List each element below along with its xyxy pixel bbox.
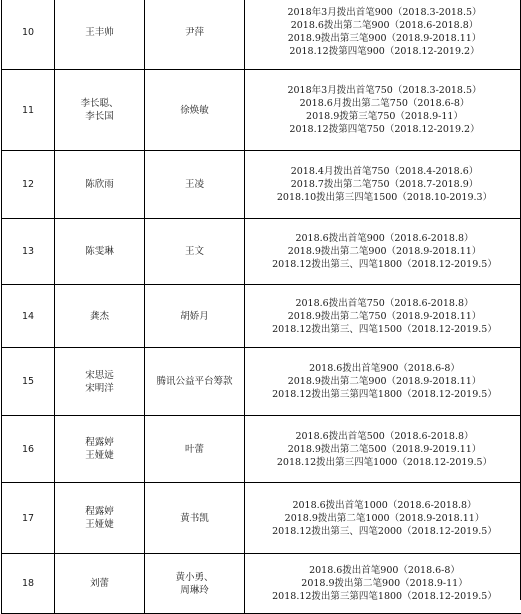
child-name-line: 宋明洋 — [55, 382, 144, 395]
donor-cell — [145, 483, 245, 554]
child-name-cell — [55, 348, 145, 416]
child-name-cell — [55, 285, 145, 348]
funding-record-cell — [245, 0, 521, 70]
donor-cell — [145, 285, 245, 348]
funding-record-line: 2018.9拨出第二笔900（2018.9-11） — [245, 577, 521, 590]
table-row — [2, 151, 521, 219]
donor-cell — [145, 0, 245, 70]
table-row — [2, 483, 521, 554]
donor-cell — [145, 151, 245, 219]
funding-record-line: 2018.9拨出第二笔1000（2018.9-2018.11） — [245, 512, 521, 525]
table-row — [2, 285, 521, 348]
funding-record-cell — [245, 70, 521, 151]
table-row — [2, 554, 521, 614]
child-name-cell — [55, 416, 145, 483]
child-name-line: 王娅婕 — [55, 518, 144, 531]
row-number-cell: 18 — [2, 554, 55, 614]
funding-record-line: 2018.12拨出第三四笔1000（2018.12-2019.5） — [245, 456, 521, 469]
funding-table — [1, 0, 521, 614]
row-number-cell: 11 — [2, 70, 55, 151]
funding-record-line: 2018.12拨出第三、四笔2000（2018.12-2019.5） — [245, 525, 521, 538]
donor-line: 黄小勇、 — [145, 571, 244, 584]
donor-line: 胡娇月 — [145, 310, 244, 323]
funding-record-cell — [245, 348, 521, 416]
funding-record-line: 2018.12拨出第三第四笔1800（2018.12-2019.5） — [245, 590, 521, 603]
funding-record-line: 2018年3月拨出首笔900（2018.3-2018.5） — [245, 6, 521, 19]
child-name-line: 陈欣雨 — [55, 178, 144, 191]
donor-line: 叶蕾 — [145, 443, 244, 456]
row-number-cell: 16 — [2, 416, 55, 483]
funding-record-line: 2018.4月拨出首笔750（2018.4-2018.6） — [245, 165, 521, 178]
funding-record-line: 2018.12拨出第三、四笔1800（2018.12-2019.5） — [245, 258, 521, 271]
funding-record-cell — [245, 416, 521, 483]
funding-record-line: 2018.12拨出第三第四笔1800（2018.12-2019.5） — [245, 388, 521, 401]
funding-record-line: 2018.9拨出第三笔900（2018.9-2018.11） — [245, 32, 521, 45]
child-name-line: 李长国 — [55, 110, 144, 123]
donor-line: 王文 — [145, 245, 244, 258]
row-number-cell: 12 — [2, 151, 55, 219]
funding-record-line: 2018.6拨出首笔750（2018.6-2018.8） — [245, 297, 521, 310]
donor-cell — [145, 416, 245, 483]
row-number-cell: 14 — [2, 285, 55, 348]
donor-cell — [145, 219, 245, 285]
funding-record-line: 2018.6拨出第二笔900（2018.6-2018.8） — [245, 19, 521, 32]
funding-record-line: 2018.10拨出第三四笔1500（2018.10-2019.3） — [245, 191, 521, 204]
child-name-cell — [55, 70, 145, 151]
child-name-cell — [55, 151, 145, 219]
funding-record-line: 2018.6拨出首笔500（2018.6-2018.8） — [245, 430, 521, 443]
child-name-line: 王娅婕 — [55, 449, 144, 462]
funding-record-line: 2018.9拨出第二笔500（2018.9-2019.11） — [245, 443, 521, 456]
funding-record-line: 2018.6拨出首笔900（2018.6-8） — [245, 564, 521, 577]
funding-record-cell — [245, 483, 521, 554]
donor-line: 王凌 — [145, 178, 244, 191]
funding-record-line: 2018.9拨出第二笔900（2018.9-2018.11） — [245, 245, 521, 258]
child-name-line: 程露婷 — [55, 505, 144, 518]
table-row — [2, 416, 521, 483]
funding-record-cell — [245, 219, 521, 285]
child-name-line: 宋思远 — [55, 369, 144, 382]
funding-record-line: 2018.9拨出第二笔900（2018.9-2018.11） — [245, 375, 521, 388]
row-number-cell: 15 — [2, 348, 55, 416]
row-number-cell: 13 — [2, 219, 55, 285]
funding-record-line: 2018年3月拨出首笔750（2018.3-2018.5） — [245, 84, 521, 97]
donor-line: 腾讯公益平台筹款 — [145, 375, 244, 388]
child-name-line: 龚杰 — [55, 310, 144, 323]
donor-cell — [145, 348, 245, 416]
child-name-cell — [55, 0, 145, 70]
funding-record-line: 2018.6拨出首笔900（2018.6-8） — [245, 362, 521, 375]
child-name-cell — [55, 483, 145, 554]
donor-line: 周琳玲 — [145, 584, 244, 597]
child-name-line: 王丰帅 — [55, 26, 144, 39]
table-row — [2, 0, 521, 70]
table-row — [2, 219, 521, 285]
donor-line: 徐焕敏 — [145, 104, 244, 117]
donor-cell — [145, 554, 245, 614]
funding-record-cell — [245, 285, 521, 348]
child-name-line: 刘蕾 — [55, 577, 144, 590]
child-name-line: 李长聪、 — [55, 97, 144, 110]
funding-record-line: 2018.7拨出第二笔750（2018.7-2018.9） — [245, 178, 521, 191]
funding-record-line: 2018.6拨出首笔900（2018.6-2018.8） — [245, 232, 521, 245]
child-name-line: 陈雯琳 — [55, 245, 144, 258]
child-name-line: 程露婷 — [55, 436, 144, 449]
child-name-cell — [55, 219, 145, 285]
funding-record-line: 2018.9拨第三笔750（2018.9-11） — [245, 110, 521, 123]
child-name-cell — [55, 554, 145, 614]
funding-record-line: 2018.6月拨出第二笔750（2018.6-8） — [245, 97, 521, 110]
row-number-cell: 17 — [2, 483, 55, 554]
funding-record-line: 2018.12拨出第三、四笔1500（2018.12-2019.5） — [245, 323, 521, 336]
funding-record-line: 2018.12拨第四笔750（2018.12-2019.2） — [245, 123, 521, 136]
funding-record-line: 2018.12拨第四笔900（2018.12-2019.2） — [245, 45, 521, 58]
donor-line: 尹萍 — [145, 26, 244, 39]
donor-line: 黄书凯 — [145, 512, 244, 525]
funding-record-cell — [245, 151, 521, 219]
table-row — [2, 70, 521, 151]
row-number-cell: 10 — [2, 0, 55, 70]
funding-record-line: 2018.6拨出首笔1000（2018.6-2018.8） — [245, 499, 521, 512]
table-row — [2, 348, 521, 416]
funding-record-line: 2018.9拨出第二笔750（2018.9-2018.11） — [245, 310, 521, 323]
donor-cell — [145, 70, 245, 151]
funding-record-cell — [245, 554, 521, 614]
